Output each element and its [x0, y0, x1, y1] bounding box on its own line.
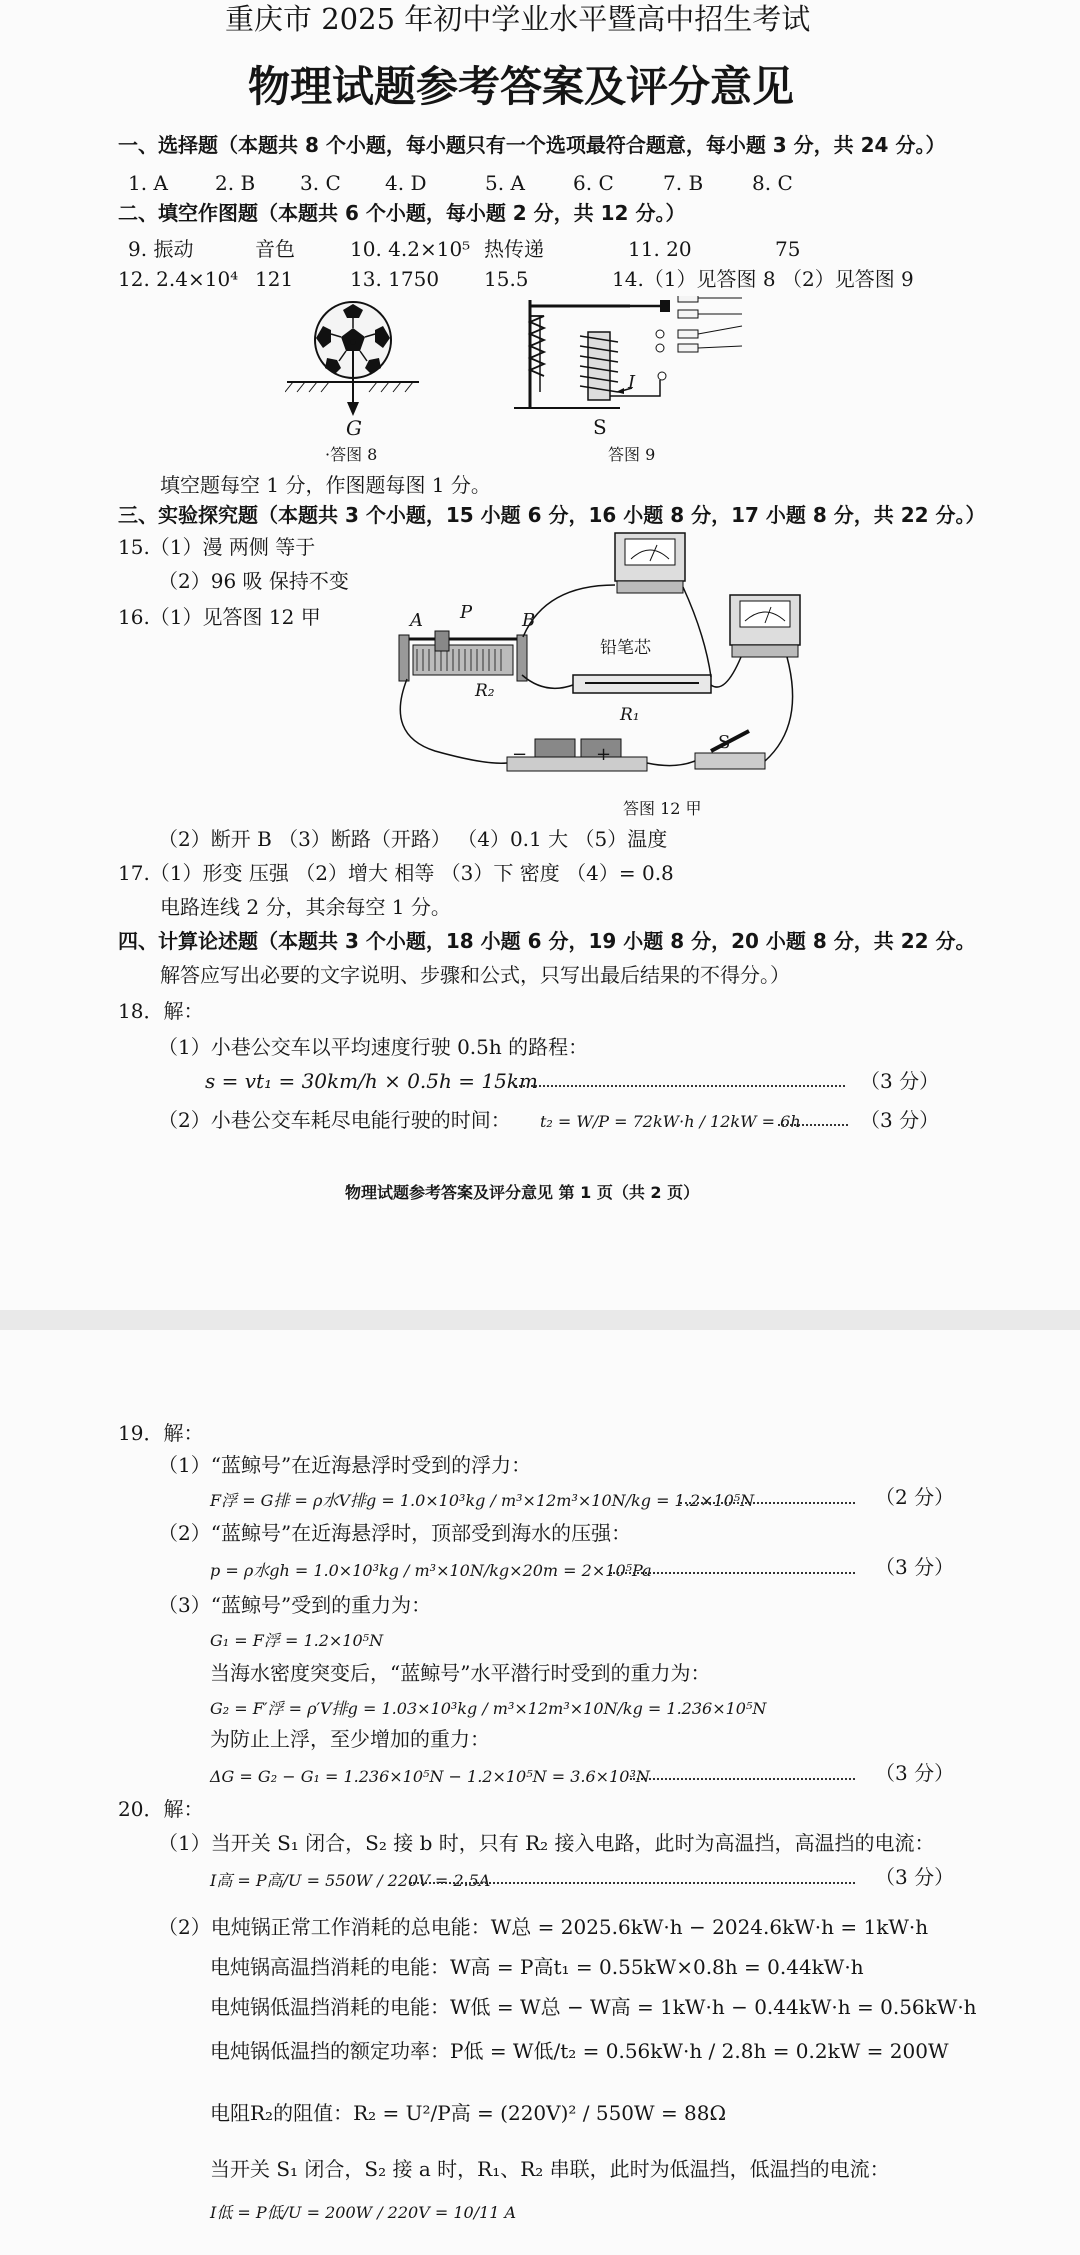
- page-footer: 物理试题参考答案及评分意见 第 1 页（共 2 页）: [345, 1183, 700, 1202]
- q19-part3-score: （3 分）: [875, 1761, 955, 1785]
- q20-part2-line-a: （2）电炖锅正常工作消耗的总电能：W总 = 2025.6kW·h − 2024.6kW·h = 1kW·h: [158, 1915, 929, 1939]
- q18-part1-score: （3 分）: [860, 1069, 940, 1093]
- fill-answer: 11. 20: [628, 237, 692, 261]
- q20-part2-line-g: I低 = P低/U = 200W / 220V = 10/11 A: [210, 2203, 517, 2222]
- page-title: 物理试题参考答案及评分意见: [248, 62, 795, 111]
- fig12-label-minus: −: [512, 744, 528, 765]
- figure-9-switch-label: S: [593, 415, 607, 439]
- figure-12-caption: 答图 12 甲: [623, 799, 702, 818]
- leader-dots: [680, 1502, 855, 1504]
- fig12-label-s: S: [718, 732, 731, 753]
- leader-dots: [630, 1778, 855, 1780]
- fig12-label-r1: R₁: [620, 705, 640, 725]
- section-1-heading: 一、选择题（本题共 8 个小题，每小题只有一个选项最符合题意，每小题 3 分，共 24 分。）: [118, 133, 946, 157]
- q19-part2: （2）“蓝鲸号”在近海悬浮时，顶部受到海水的压强：: [158, 1521, 632, 1545]
- leader-dots: [410, 1882, 855, 1884]
- q18-part2: （2）小巷公交车耗尽电能行驶的时间：: [158, 1108, 511, 1132]
- q20-part2-line-d: 电炖锅低温挡的额定功率：P低 = W低/t₂ = 0.56kW·h / 2.8h = 0.2kW = 200W: [210, 2039, 949, 2063]
- choice-answer: 6. C: [573, 171, 614, 195]
- q19-part2-formula: p = ρ水gh = 1.0×10³kg / m³×10N/kg×20m = 2×10⁵Pa: [210, 1561, 652, 1580]
- choice-answer: 8. C: [752, 171, 793, 195]
- q19-part1-score: （2 分）: [875, 1485, 955, 1509]
- q19-part1: （1）“蓝鲸号”在近海悬浮时受到的浮力：: [158, 1453, 532, 1477]
- fig12-label-p: P: [460, 602, 473, 623]
- choice-answer: 7. B: [663, 171, 704, 195]
- section-2-heading: 二、填空作图题（本题共 6 个小题，每小题 2 分，共 12 分。）: [118, 201, 686, 225]
- fill-answer: 14.（1）见答图 8 （2）见答图 9: [612, 267, 914, 291]
- q19-part3-text: 当海水密度突变后，“蓝鲸号”水平潜行时受到的重力为：: [210, 1661, 711, 1685]
- choice-answer: 3. C: [300, 171, 341, 195]
- q20-part2-line-e: 电阻R₂的阻值：R₂ = U²/P高 = (220V)² / 550W = 88Ω: [210, 2101, 727, 2125]
- figure-9-relay: [510, 296, 750, 424]
- answer-page-2: [0, 1330, 1080, 2255]
- q20-part2-line-f: 当开关 S₁ 闭合，S₂ 接 a 时，R₁、R₂ 串联，此时为低温挡，低温挡的电流：: [210, 2157, 890, 2181]
- leader-dots: [515, 1085, 845, 1087]
- choice-answer: 4. D: [385, 171, 427, 195]
- q19-part3-formula-2: G₂ = F′浮 = ρ′V排g = 1.03×10³kg / m³×12m³×10N/kg = 1.236×10⁵N: [210, 1699, 767, 1718]
- q18-part2-formula: t₂ = W/P = 72kW·h / 12kW = 6h: [540, 1112, 801, 1131]
- q19-label: 19．解：: [118, 1421, 204, 1445]
- section-3-heading: 三、实验探究题（本题共 3 个小题，15 小题 6 分，16 小题 8 分，17 小题 8 分，共 22 分。）: [118, 503, 986, 527]
- q19-part2-score: （3 分）: [875, 1555, 955, 1579]
- q19-part3-formula-1: G₁ = F浮 = 1.2×10⁵N: [210, 1631, 384, 1650]
- q15-answer-2: （2）96 吸 保持不变: [158, 569, 349, 593]
- q20-label: 20．解：: [118, 1797, 204, 1821]
- q15-answer-1: 15.（1）漫 两侧 等于: [118, 535, 316, 559]
- fill-answer: 75: [775, 237, 801, 261]
- fill-answer: 热传递: [484, 237, 544, 261]
- q16-answer-1: 16.（1）见答图 12 甲: [118, 605, 321, 629]
- fill-answer: 121: [255, 267, 294, 291]
- q19-part1-formula: F浮 = G排 = ρ水V排g = 1.0×10³kg / m³×12m³×10N/kg = 1.2×10⁵N: [210, 1491, 755, 1510]
- q17-scoring-note: 电路连线 2 分，其余每空 1 分。: [160, 895, 451, 919]
- fill-answer: 15.5: [484, 267, 529, 291]
- fill-answer: 音色: [255, 237, 295, 261]
- q18-label: 18．解：: [118, 999, 204, 1023]
- section-4-note: 解答应写出必要的文字说明、步骤和公式，只写出最后结果的不得分。）: [160, 963, 790, 987]
- q17-answer: 17.（1）形变 压强 （2）增大 相等 （3）下 密度 （4）= 0.8: [118, 861, 674, 885]
- q18-part2-score: （3 分）: [860, 1108, 940, 1132]
- q20-part1-score: （3 分）: [875, 1865, 955, 1889]
- fig12-label-plus: +: [596, 744, 612, 765]
- leader-dots: [610, 1572, 855, 1574]
- q18-part1-formula: s = vt₁ = 30km/h × 0.5h = 15km: [205, 1069, 538, 1093]
- choice-answer: 2. B: [215, 171, 256, 195]
- fig12-label-r2: R₂: [475, 681, 495, 701]
- q19-part3: （3）“蓝鲸号”受到的重力为：: [158, 1593, 432, 1617]
- fig12-label-a: A: [410, 610, 423, 631]
- q19-part3-formula-3: ΔG = G₂ − G₁ = 1.236×10⁵N − 1.2×10⁵N = 3.6×10³N: [210, 1767, 650, 1786]
- leader-dots: [778, 1124, 848, 1126]
- fig12-label-b: B: [522, 610, 536, 631]
- fill-answer: 10. 4.2×10⁵: [350, 237, 471, 261]
- fill-answer: 13. 1750: [350, 267, 440, 291]
- q20-part2-line-c: 电炖锅低温挡消耗的电能：W低 = W总 − W高 = 1kW·h − 0.44kW·h = 0.56kW·h: [210, 1995, 977, 2019]
- q16-answer-2: （2）断开 B （3）断路（开路） （4）0.1 大 （5）温度: [158, 827, 668, 851]
- figure-8-gravity-label: G: [346, 416, 362, 440]
- q18-part1: （1）小巷公交车以平均速度行驶 0.5h 的路程：: [158, 1035, 589, 1059]
- figure-8-caption: ·答图 8: [325, 445, 378, 464]
- exam-header: 重庆市 2025 年初中学业水平暨高中招生考试: [225, 2, 811, 36]
- q20-part1: （1）当开关 S₁ 闭合，S₂ 接 b 时，只有 R₂ 接入电路，此时为高温挡，高温挡的电流：: [158, 1831, 935, 1855]
- figure-9-current-label: I: [628, 372, 636, 393]
- section-4-heading: 四、计算论述题（本题共 3 个小题，18 小题 6 分，19 小题 8 分，20 小题 8 分，共 22 分。: [118, 929, 976, 953]
- fill-scoring-note: 填空题每空 1 分，作图题每图 1 分。: [160, 473, 491, 497]
- q20-part1-formula: I高 = P高/U = 550W / 220V = 2.5A: [210, 1871, 491, 1890]
- figure-9-caption: 答图 9: [608, 445, 656, 464]
- fig12-label-pencil: 铅笔芯: [600, 638, 651, 658]
- fill-answer: 12. 2.4×10⁴: [118, 267, 239, 291]
- q20-part2-line-b: 电炖锅高温挡消耗的电能：W高 = P高t₁ = 0.55kW×0.8h = 0.44kW·h: [210, 1955, 864, 1979]
- q19-part3-text-2: 为防止上浮，至少增加的重力：: [210, 1727, 490, 1751]
- choice-answer: 1. A: [128, 171, 168, 195]
- choice-answer: 5. A: [485, 171, 525, 195]
- fill-answer: 9. 振动: [128, 237, 194, 261]
